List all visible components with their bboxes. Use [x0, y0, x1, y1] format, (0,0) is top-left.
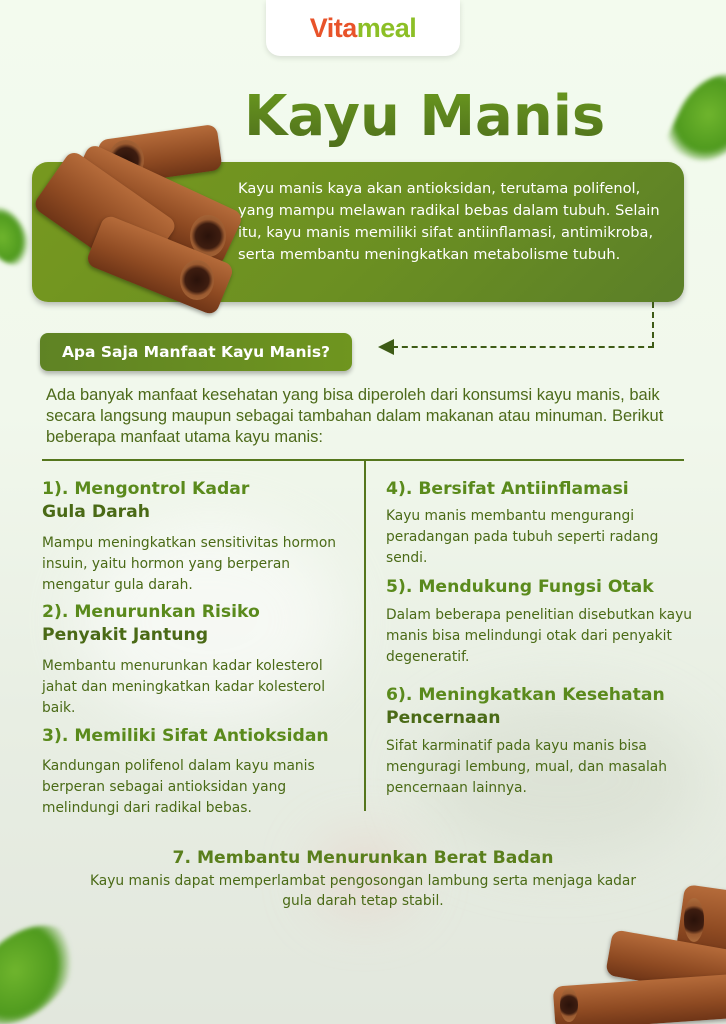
benefit-title: 4). Bersifat Antiinflamasi: [386, 479, 629, 499]
cinnamon-sticks-image-bottom: [548, 880, 726, 1024]
lead-paragraph: Ada banyak manfaat kesehatan yang bisa diperoleh dari konsumsi kayu manis, baik secara langsung maupun sebagai tambahan dalam makanan atau minuman. Berikut beberapa manfaat utama kayu manis:: [46, 386, 664, 446]
benefit-text: Kayu manis dapat memperlambat pengosongan lambung serta menjaga kadar gula darah tetap stabil.: [89, 873, 637, 909]
benefit-title: 7. Membantu Menurunkan Berat Badan: [172, 848, 554, 868]
benefit-title: 3). Memiliki Sifat Antioksidan: [42, 726, 329, 746]
benefit-title: 1). Mengontrol Kadar Gula Darah: [42, 479, 250, 522]
benefit-item-4: [386, 478, 696, 569]
cinnamon-sticks-image: [30, 120, 230, 310]
logo-meal: meal: [356, 12, 417, 43]
benefit-item-5: [386, 576, 696, 668]
benefit-text: Sifat karminatif pada kayu manis bisa menguragi lembung, mual, dan masalah pencernaan lainnya.: [386, 738, 667, 796]
leaf-decoration-top-right: [663, 60, 726, 176]
benefit-text: Membantu menurunkan kadar kolesterol jahat dan meningkatkan kadar kolesterol baik.: [42, 658, 326, 716]
arrow-connector: [652, 302, 654, 348]
logo-vita: Vita: [309, 12, 357, 43]
benefit-item-6: [386, 684, 706, 799]
vertical-divider: [364, 459, 366, 811]
benefit-title: 2). Menurunkan Risiko Penyakit Jantung: [42, 602, 260, 645]
benefit-text: Kayu manis membantu mengurangi peradangan pada tubuh seperti radang sendi.: [386, 508, 659, 566]
benefit-title: 6). Meningkatkan Kesehatan Pencernaan: [386, 685, 665, 728]
benefit-text: Kandungan polifenol dalam kayu manis berperan sebagai antioksidan yang melindungi dari radikal bebas.: [42, 758, 315, 816]
benefit-text: Mampu meningkatkan sensitivitas hormon insuin, yaitu hormon yang berperan mengatur gula darah.: [42, 535, 336, 593]
benefit-item-3: [42, 725, 362, 819]
benefit-item-1: [42, 478, 357, 596]
brand-logo: [266, 0, 460, 56]
benefit-text: Dalam beberapa penelitian disebutkan kayu manis bisa melindungi otak dari penyakit degeneratif.: [386, 607, 693, 665]
intro-text: Kayu manis kaya akan antioksidan, terutama polifenol, yang mampu melawan radikal bebas dalam tubuh. Selain itu, kayu manis memiliki sifat antiinflamasi, antimikroba, serta membantu meningkatkan metabolisme tubuh.: [238, 180, 660, 263]
arrow-connector: [392, 346, 654, 348]
arrow-left-icon: [378, 339, 394, 355]
leaf-decoration-bottom-left: [0, 902, 89, 1024]
benefit-item-2: [42, 601, 357, 719]
page-title: Kayu Manis: [244, 84, 606, 149]
benefit-title: 5). Mendukung Fungsi Otak: [386, 577, 654, 597]
horizontal-divider: [42, 459, 684, 461]
section-heading-button: Apa Saja Manfaat Kayu Manis?: [40, 333, 352, 371]
